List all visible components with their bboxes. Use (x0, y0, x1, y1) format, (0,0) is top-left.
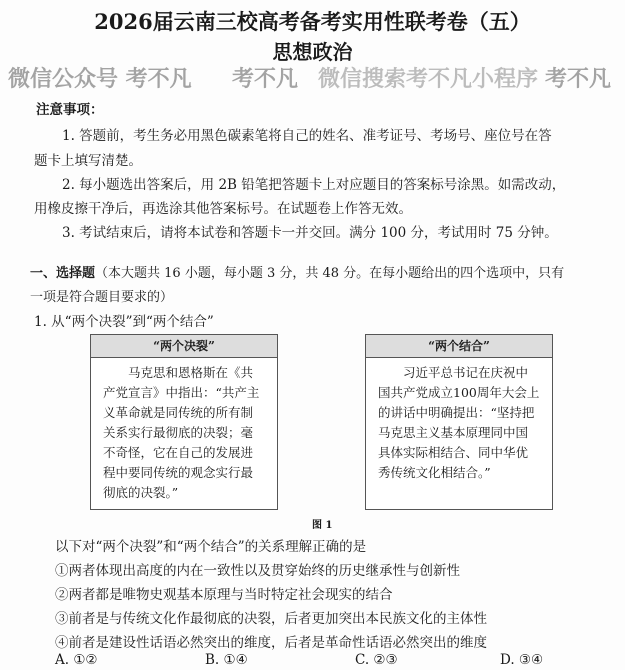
notice-line: 1. 答题前，考生务必用黑色碳素笔将自己的姓名、准考证号、考场号、座位号在答 (62, 128, 552, 144)
watermark: 考不凡 (545, 67, 612, 92)
figure-box-left (90, 334, 278, 510)
question-stem: 1. 从“两个决裂”到“两个结合” (34, 314, 214, 330)
statement: ③前者是与传统文化作最彻底的决裂，后者更加突出本民族文化的主体性 (55, 611, 487, 627)
figure-caption: 图 1 (312, 520, 333, 531)
section-desc: 一项是符合题目要求的） (30, 290, 174, 305)
statement: ④前者是建设性话语必然突出的维度，后者是革命性话语必然突出的维度 (55, 635, 487, 651)
option-d: D. ③④ (500, 652, 544, 668)
option-c: C. ②③ (355, 652, 398, 668)
box-body: 习近平总书记在庆祝中国共产党成立100周年大会上的讲话中明确提出：“坚持把马克思主义基本原理同中国具体实际相结合、同中华优秀传统文化相结合。” (378, 365, 540, 480)
option-b: B. ①④ (205, 652, 248, 668)
question-prompt: 以下对“两个决裂”和“两个结合”的关系理解正确的是 (55, 539, 367, 555)
notice-heading: 注意事项： (36, 102, 104, 118)
watermark: 考不凡 (232, 67, 299, 92)
subject-title: 思想政治 (272, 40, 353, 64)
box-title: “两个结合” (366, 335, 552, 358)
statement: ①两者体现出高度的内在一致性以及贯穿始终的历史继承性与创新性 (55, 563, 460, 579)
exam-title: 2026届云南三校高考备考实用性联考卷（五） (94, 9, 531, 34)
figure-box-right (365, 334, 553, 510)
notice-line: 用橡皮擦干净后，再选涂其他答案标号。在试题卷上作答无效。 (34, 201, 412, 217)
notice-line: 题卡上填写清楚。 (34, 153, 142, 169)
option-a: A. ①② (55, 652, 98, 668)
notice-line: 2. 每小题选出答案后，用 2B 铅笔把答题卡上对应题目的答案标号涂黑。如需改动， (62, 177, 566, 193)
box-body: 马克思和恩格斯在《共产党宣言》中指出：“共产主义革命就是同传统的所有制关系实行最彻底的决裂；毫不奇怪，它在自己的发展进程中要同传统的观念实行最彻底的决裂。” (103, 365, 260, 500)
statement: ②两者都是唯物史观基本原理与当时特定社会现实的结合 (55, 587, 393, 603)
watermark: 微信公众号 考不凡 (8, 67, 192, 92)
notice-line: 3. 考试结束后，请将本试卷和答题卡一并交回。满分 100 分，考试用时 75 分钟。 (62, 225, 558, 241)
box-title: “两个决裂” (91, 335, 277, 358)
section-heading: 一、选择题 (30, 266, 96, 281)
watermark: 微信搜索考不凡小程序 (318, 67, 539, 92)
section-desc: （本大题共 16 小题，每小题 3 分，共 48 分。在每小题给出的四个选项中，只有 (95, 266, 565, 281)
